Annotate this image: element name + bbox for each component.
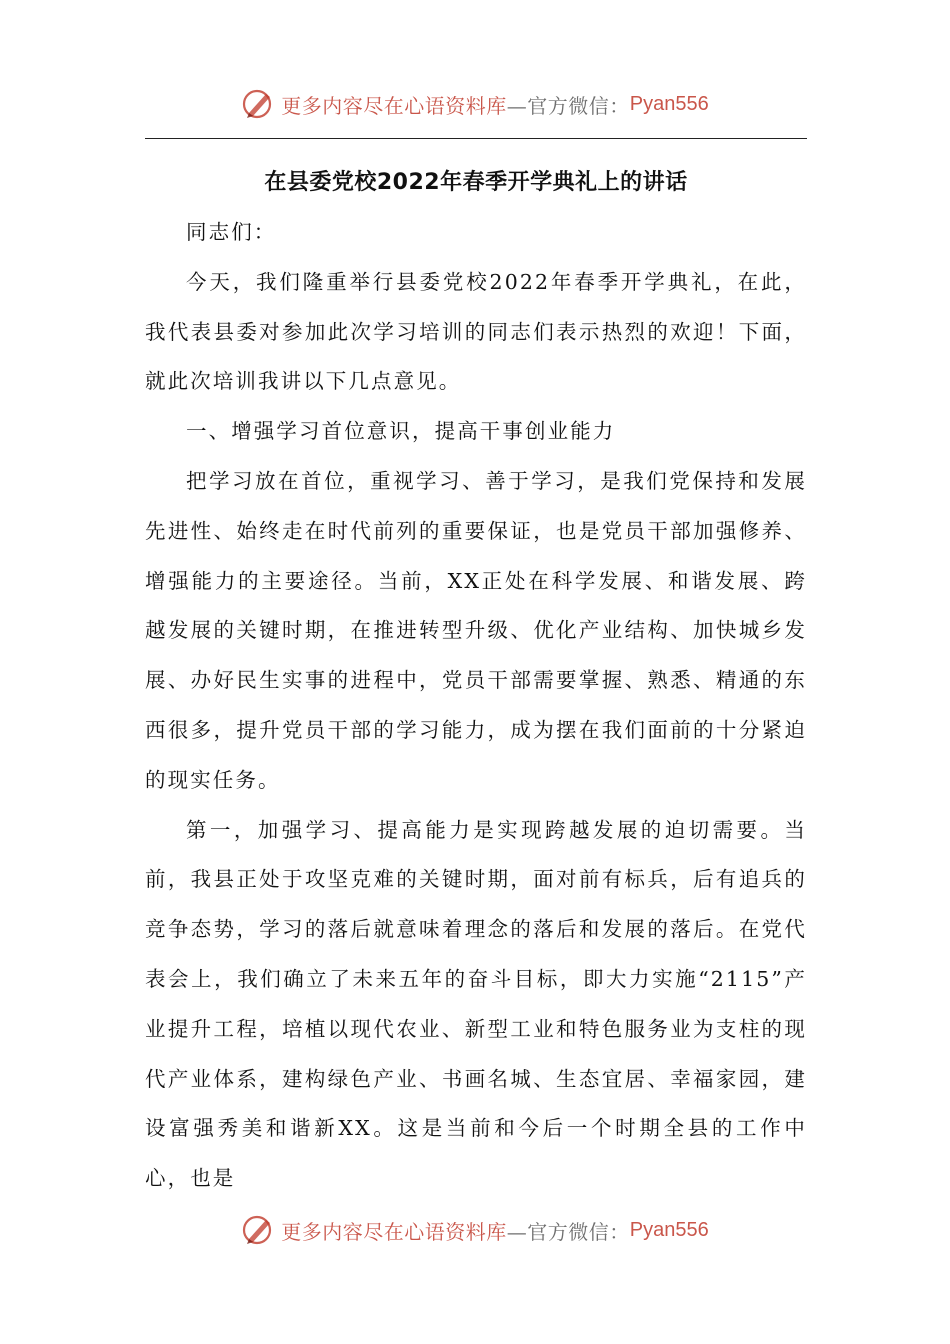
- pen-logo-icon: [241, 86, 277, 122]
- banner-separator: —官方微信：: [506, 1219, 630, 1244]
- section-heading-1: 一、增强学习首位意识，提高干事创业能力: [186, 419, 616, 444]
- document-body: [145, 208, 807, 1204]
- banner-title: 更多内容尽在心语资料库: [281, 1219, 507, 1244]
- header-divider: [145, 138, 807, 139]
- footer-watermark-banner: [0, 1208, 950, 1252]
- document-title: 在县委党校2022年春季开学典礼上的讲话: [264, 170, 688, 195]
- paragraph-intro: 今天，我们隆重举行县委党校2022年春季开学典礼，在此，我代表县委对参加此次学习培训的同志们表示热烈的欢迎！下面，就此次培训我讲以下几点意见。: [145, 269, 807, 394]
- paragraph-salutation: 同志们：: [186, 220, 277, 244]
- paragraph-body-1: 把学习放在首位，重视学习、善于学习，是我们党保持和发展先进性、始终走在时代前列的重要保证，也是党员干部加强修养、增强能力的主要途径。当前，XX正处在科学发展、和谐发展、跨越发展的关键时期，在推进转型升级、优化产业结构、加快城乡发展、办好民生实事的进程中，党员干部需要掌握、熟悉、精通的东西很多，提升党员干部的学习能力，成为摆在我们面前的十分紧迫的现实任务。: [145, 468, 807, 792]
- banner-title: 更多内容尽在心语资料库: [281, 93, 507, 118]
- pen-logo-icon: [241, 1212, 277, 1248]
- paragraph-body-2: 第一，加强学习、提高能力是实现跨越发展的迫切需要。当前，我县正处于攻坚克难的关键时期，面对前有标兵，后有追兵的竞争态势，学习的落后就意味着理念的落后和发展的落后。在党代表会上，我们确立了未来五年的奋斗目标，即大力实施“2115”产业提升工程，培植以现代农业、新型工业和特色服务业为支柱的现代产业体系，建构绿色产业、书画名城、生态宜居、幸福家园，建设富强秀美和谐新XX。这是当前和今后一个时期全县的工作中心，也是: [145, 817, 807, 1191]
- banner-wechat-id: Pyan556: [629, 1218, 709, 1241]
- banner-separator: —官方微信：: [506, 93, 630, 118]
- header-watermark-banner: [0, 82, 950, 126]
- banner-wechat-id: Pyan556: [629, 92, 709, 115]
